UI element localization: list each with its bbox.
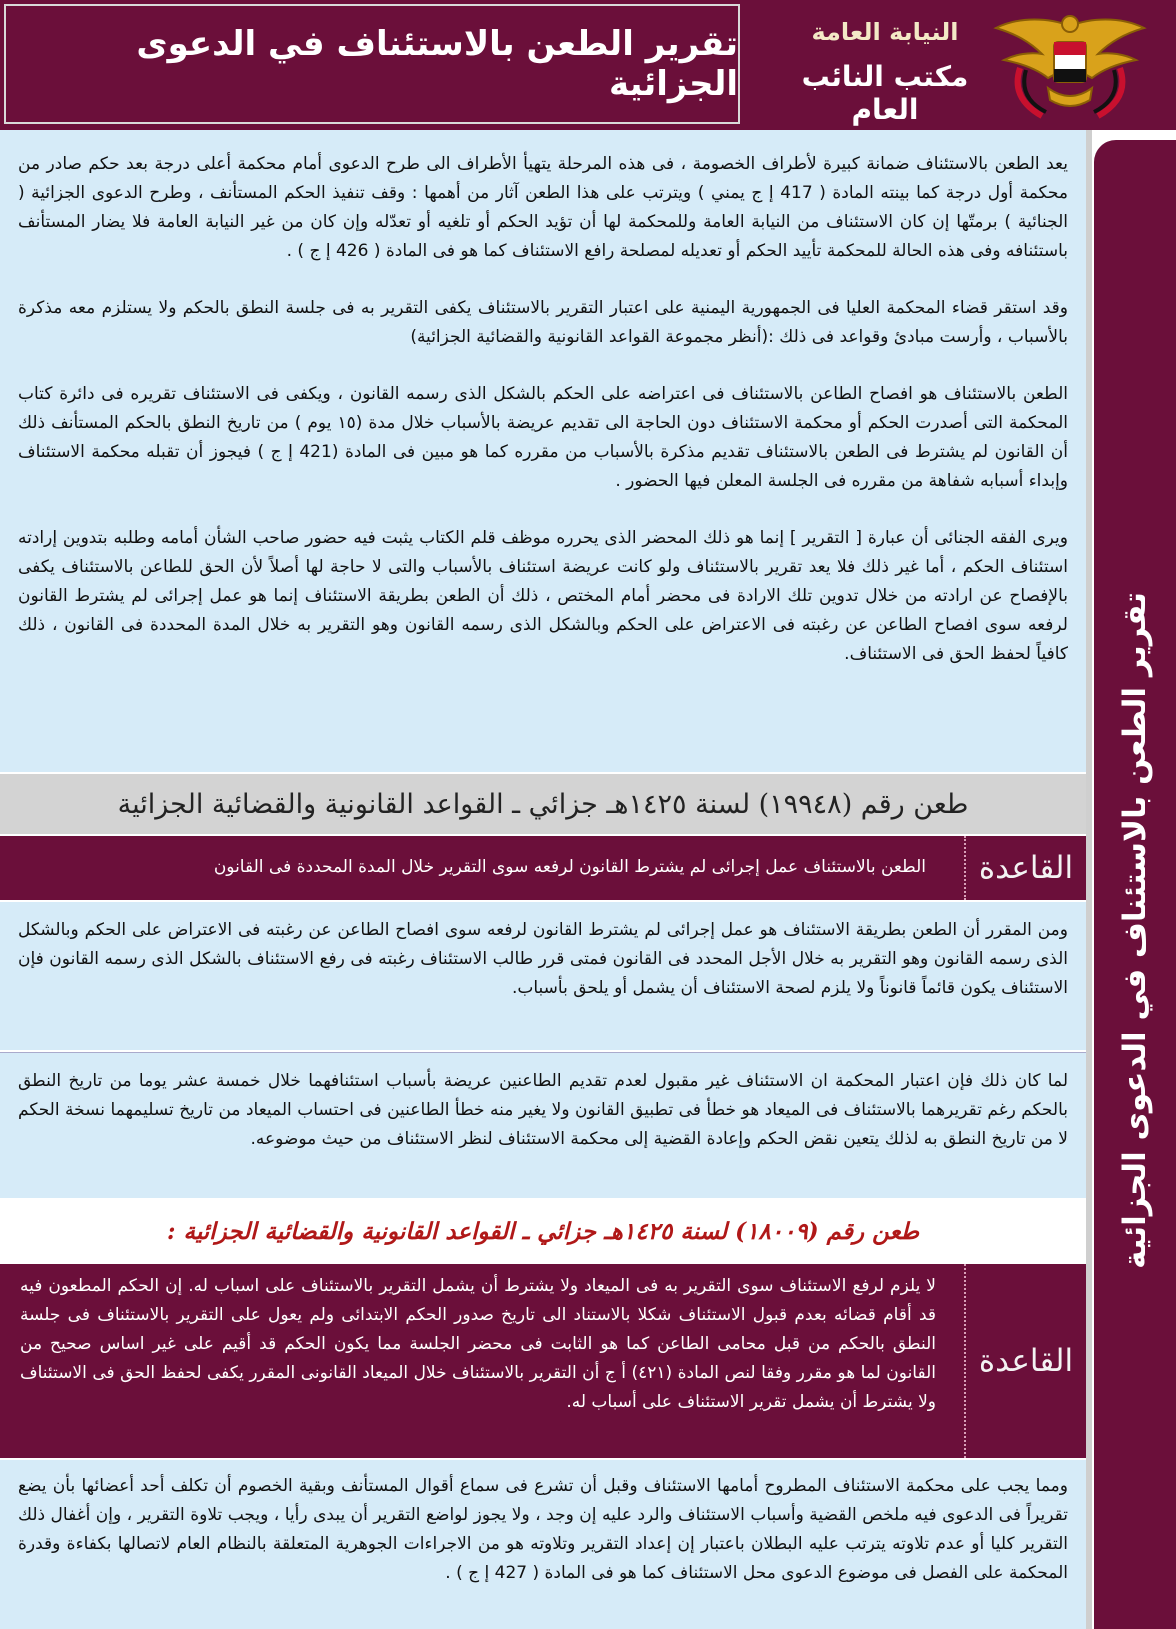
org-name: النيابة العامة: [811, 18, 959, 46]
org-office: مكتب النائب العام: [801, 60, 969, 126]
rule2-row: [0, 1264, 1086, 1458]
header-title-box: [4, 4, 740, 124]
explanation-panel-3: [0, 1460, 1086, 1629]
explanation-panel-2: [0, 1052, 1086, 1198]
rule1-text: الطعن بالاستئناف عمل إجرائى لم يشترط القانون لرفعه سوى التقرير خلال المدة المحددة فى القانون: [213, 857, 926, 877]
side-divider: [1086, 130, 1092, 1629]
rule2-label: القاعدة: [964, 1264, 1086, 1458]
intro-paragraph: الطعن بالاستئناف هو افصاح الطاعن بالاستئناف فى اعتراضه على الحكم بالشكل الذى رسمه القانون ، ويكفى فى الاستئناف تقريره فى دائرة كتاب المحكمة التى أصدرت الحكم أو محكمة الاستئناف دون الحاجة الى تقديم عريضة بالأسباب خلال مدة (١٥ يوم ) من تاريخ النطق بالحكم المستأنف ذلك أن القانون لم يشترط فى الطعن بالاستئناف تقديم مذكرة بالأسباب من مقرره كما هو مبين فى المادة (421 إ ج ) فيجوز أن تقبله محكمة الاستئناف وإبداء أسبابه شفاهة من مقرره فى الجلسة المعلن فيها الحضور .: [18, 384, 1069, 491]
intro-paragraph: ويرى الفقه الجنائى أن عبارة [ التقرير ] إنما هو ذلك المحضر الذى يحرره موظف قلم الكتاب يثبت فيه حضور صاحب الشأن أمامه وطلبه بتدوين إرادته استئناف الحكم ، أما غير ذلك فلا يعد تقرير بالاستئناف ولو كانت عريضة استئناف بالأسباب والتى لا حاجة لها أصلاً لأن الحق للطاعن بالاستئناف يكفى بالإفصاح عن ارادته من خلال تدوين تلك الارادة فى محضر أمام المختص ، ذلك أن الطعن بطريقة الاستئناف إنما هو عمل إجرائى لم يشترط القانون لرفعه سوى افصاح الطاعن عن رغبته فى الاعتراض على الحكم وبالشكل الذى رسمه القانون وهو التقرير به خلال المدة المحددة فى القانون ، ذلك كافياً لحفظ الحق فى الاستئناف.: [18, 528, 1068, 664]
explanation-panel-1: [0, 902, 1086, 1050]
case2-heading: [0, 1200, 1086, 1262]
page-title: تقرير الطعن بالاستئناف في الدعوى الجزائية: [136, 24, 738, 104]
explanation-text-3: ومما يجب على محكمة الاستئناف المطروح أمامها الاستئناف وقبل أن تشرع فى سماع أقوال المستأنف وبقية الخصوم أن تكلف أحد أعضائها بأن يضع تقريراً فى الدعوى فيه ملخص القضية وأسباب الاستئناف والرد عليه إن وجد ، ولا يجوز لواضع التقرير أن يبدى رأيا ، ويجب تلاوة التقرير ، وإن أغفال ذلك التقرير كليا أو عدم تلاوته يترتب عليه البطلان باعتبار إن إعداد التقرير وتلاوته هو من الاجراءات الجوهرية المتعلقة بالنظام العام لاتصالها بكفاءة وقدرة المحكمة على الفصل فى موضوع الدعوى محل الاستئناف كما هو فى المادة ( 427 إ ج ) .: [18, 1476, 1068, 1583]
rule1-row: [0, 836, 1086, 900]
side-title-wrap: [1094, 591, 1176, 1269]
org-block: [770, 18, 1000, 126]
rule1-label: القاعدة: [964, 836, 1086, 900]
case1-heading-text: طعن رقم (١٩٩٤٨) لسنة ١٤٢٥هـ جزائي ـ القواعد القانونية والقضائية الجزائية: [117, 788, 969, 820]
side-title: تقرير الطعن بالاستئناف في الدعوى الجزائية: [1117, 591, 1153, 1269]
intro-paragraph: وقد استقر قضاء المحكمة العليا فى الجمهورية اليمنية على اعتبار التقرير بالاستئناف يكفى التقرير به فى جلسة النطق بالحكم ولا يستلزم معه مذكرة بالأسباب ، وأرست مبادئ وقواعد فى ذلك :(أنظر مجموعة القواعد القانونية والقضائية الجزائية): [18, 298, 1068, 347]
rule2-text: لا يلزم لرفع الاستئناف سوى التقرير به فى الميعاد ولا يشترط أن يشمل التقرير بالاستئناف على اسباب له. إن الحكم المطعون فيه قد أقام قضائه بعدم قبول الاستئناف شكلا بالاستناد الى تاريخ صدور الحكم الابتدائى ولم يعول على التقرير بالاستئناف فى جلسة النطق بالحكم من قبل محامى الطاعن كما هو الثابت فى محضر الجلسة مما يكون الحكم قد أقيم على غير اساس صحيح من القانون لما هو مقرر وفقا لنص المادة (٤٢١) أ ج أن التقرير بالاستئناف خلال الميعاد القانونى المقرر يكفى لحفظ الحق فى الاستئناف ولا يشترط أن يشمل تقرير الاستئناف على أسباب له.: [20, 1276, 936, 1412]
header: [0, 0, 1176, 130]
case2-heading-text: طعن رقم (١٨٠٠٩) لسنة ١٤٢٥هـ جزائي ـ القواعد القانونية والقضائية الجزائية :: [167, 1217, 920, 1245]
intro-panel: [0, 130, 1086, 772]
intro-paragraph: يعد الطعن بالاستئناف ضمانة كبيرة لأطراف الخصومة ، فى هذه المرحلة يتهيأ الأطراف الى طرح الدعوى أمام محكمة أعلى درجة بعد حكم صادر من محكمة أول درجة كما بينته المادة ( 417 إ ج يمني ) ويترتب على هذا الطعن آثار من أهمها : وقف تنفيذ الحكم المستأنف ، وطرح الدعوى الجزائية ( الجنائية ) برمتّها إن كان الاستئناف من النيابة العامة وللمحكمة لها أن تؤيد الحكم أو تلغيه أو تعدّله وإن كان من غير النيابة العامة فلا يضار المستأنف باستئنافه وفى هذه الحالة للمحكمة تأييد الحكم أو تعديله لمصلحة رافع الاستئناف كما هو فى المادة ( 426 إ ج ) .: [18, 154, 1068, 261]
explanation-text-2: لما كان ذلك فإن اعتبار المحكمة ان الاستئناف غير مقبول لعدم تقديم الطاعنين عريضة بأسباب استئنافهما خلال خمسة عشر يوما من تاريخ النطق بالحكم رغم تقريرهما بالاستئناف فى الميعاد هو خطأ فى تطبيق القانون ولا يغير منه خطأ الطاعنين فى احتساب الميعاد من تاريخ تسليمهما نسخة الحكم لا من تاريخ النطق به لذلك يتعين نقض الحكم وإعادة القضية إلى محكمة الاستئناف لنظر الاستئناف من حيث موضوعه.: [18, 1071, 1068, 1149]
explanation-text-1: ومن المقرر أن الطعن بطريقة الاستئناف هو عمل إجرائى لم يشترط القانون لرفعه سوى افصاح الطاعن عن رغبته فى الاعتراض على الحكم وبالشكل الذى رسمه القانون وهو التقرير به خلال الأجل المحدد فى القانون فمتى قرر طالب الاستئناف رغبته فى رفع الاستئناف بالشكل الذى رسمه القانون فإن الاستئناف يكون قائماً قانوناً ولا يلزم لصحة الاستئناف أن يشمل أو يلحق بأسباب.: [18, 920, 1068, 998]
case1-heading: [0, 774, 1086, 834]
eagle-emblem-icon: [990, 8, 1150, 123]
